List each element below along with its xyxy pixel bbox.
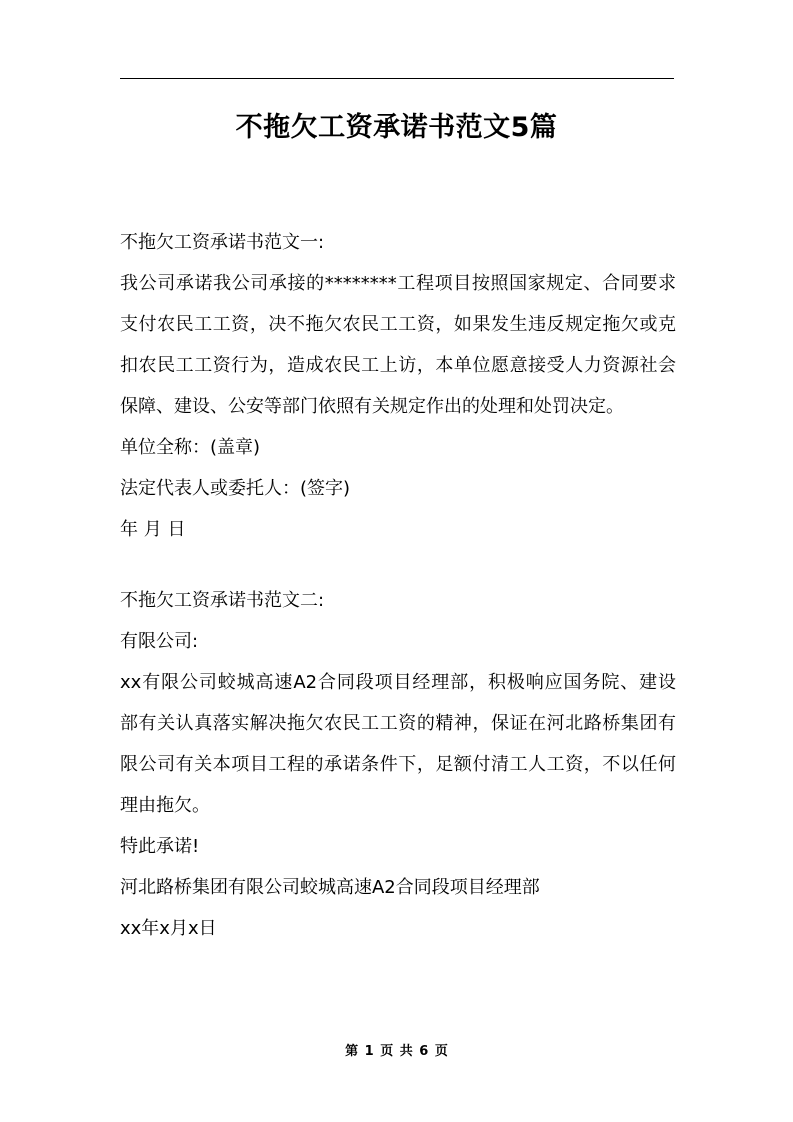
document-title: 不拖欠工资承诺书范文5篇 [235, 112, 558, 143]
section2-body-line: 限公司有关本项目工程的承诺条件下，足额付清工人工资，不以任何 [120, 754, 676, 775]
section2-date: xx年x月x日 [120, 918, 217, 939]
section2-signature: 河北路桥集团有限公司蛟城高速A2合同段项目经理部 [120, 877, 540, 898]
section1-body-line: 保障、建设、公安等部门依照有关规定作出的处理和处罚决定。 [120, 396, 624, 417]
section1-heading: 不拖欠工资承诺书范文一: [120, 232, 325, 253]
section1-date: 年 月 日 [120, 519, 186, 540]
section2-body-line: xx有限公司蛟城高速A2合同段项目经理部，积极响应国务院、建设 [120, 672, 676, 693]
section2-heading: 不拖欠工资承诺书范文二: [120, 590, 325, 611]
page-number: 第 1 页 共 6 页 [345, 1044, 448, 1059]
section2-addressee: 有限公司: [120, 631, 199, 652]
section2-body-line: 理由拖欠。 [120, 795, 210, 816]
section1-unit-name: 单位全称：(盖章) [120, 437, 261, 458]
section1-body-line: 我公司承诺我公司承接的********工程项目按照国家规定、合同要求 [120, 273, 676, 294]
section1-body-line: 支付农民工工资，决不拖欠农民工工资，如果发生违反规定拖欠或克 [120, 314, 676, 335]
section1-body-line: 扣农民工工资行为，造成农民工上访，本单位愿意接受人力资源社会 [120, 355, 676, 376]
section2-body-line: 部有关认真落实解决拖欠农民工工资的精神，保证在河北路桥集团有 [120, 713, 676, 734]
section-spacer [120, 550, 676, 580]
document-body [120, 222, 676, 949]
section2-closing: 特此承诺! [120, 836, 200, 857]
section1-representative: 法定代表人或委托人：(签字) [120, 478, 351, 499]
header-rule [120, 78, 674, 79]
